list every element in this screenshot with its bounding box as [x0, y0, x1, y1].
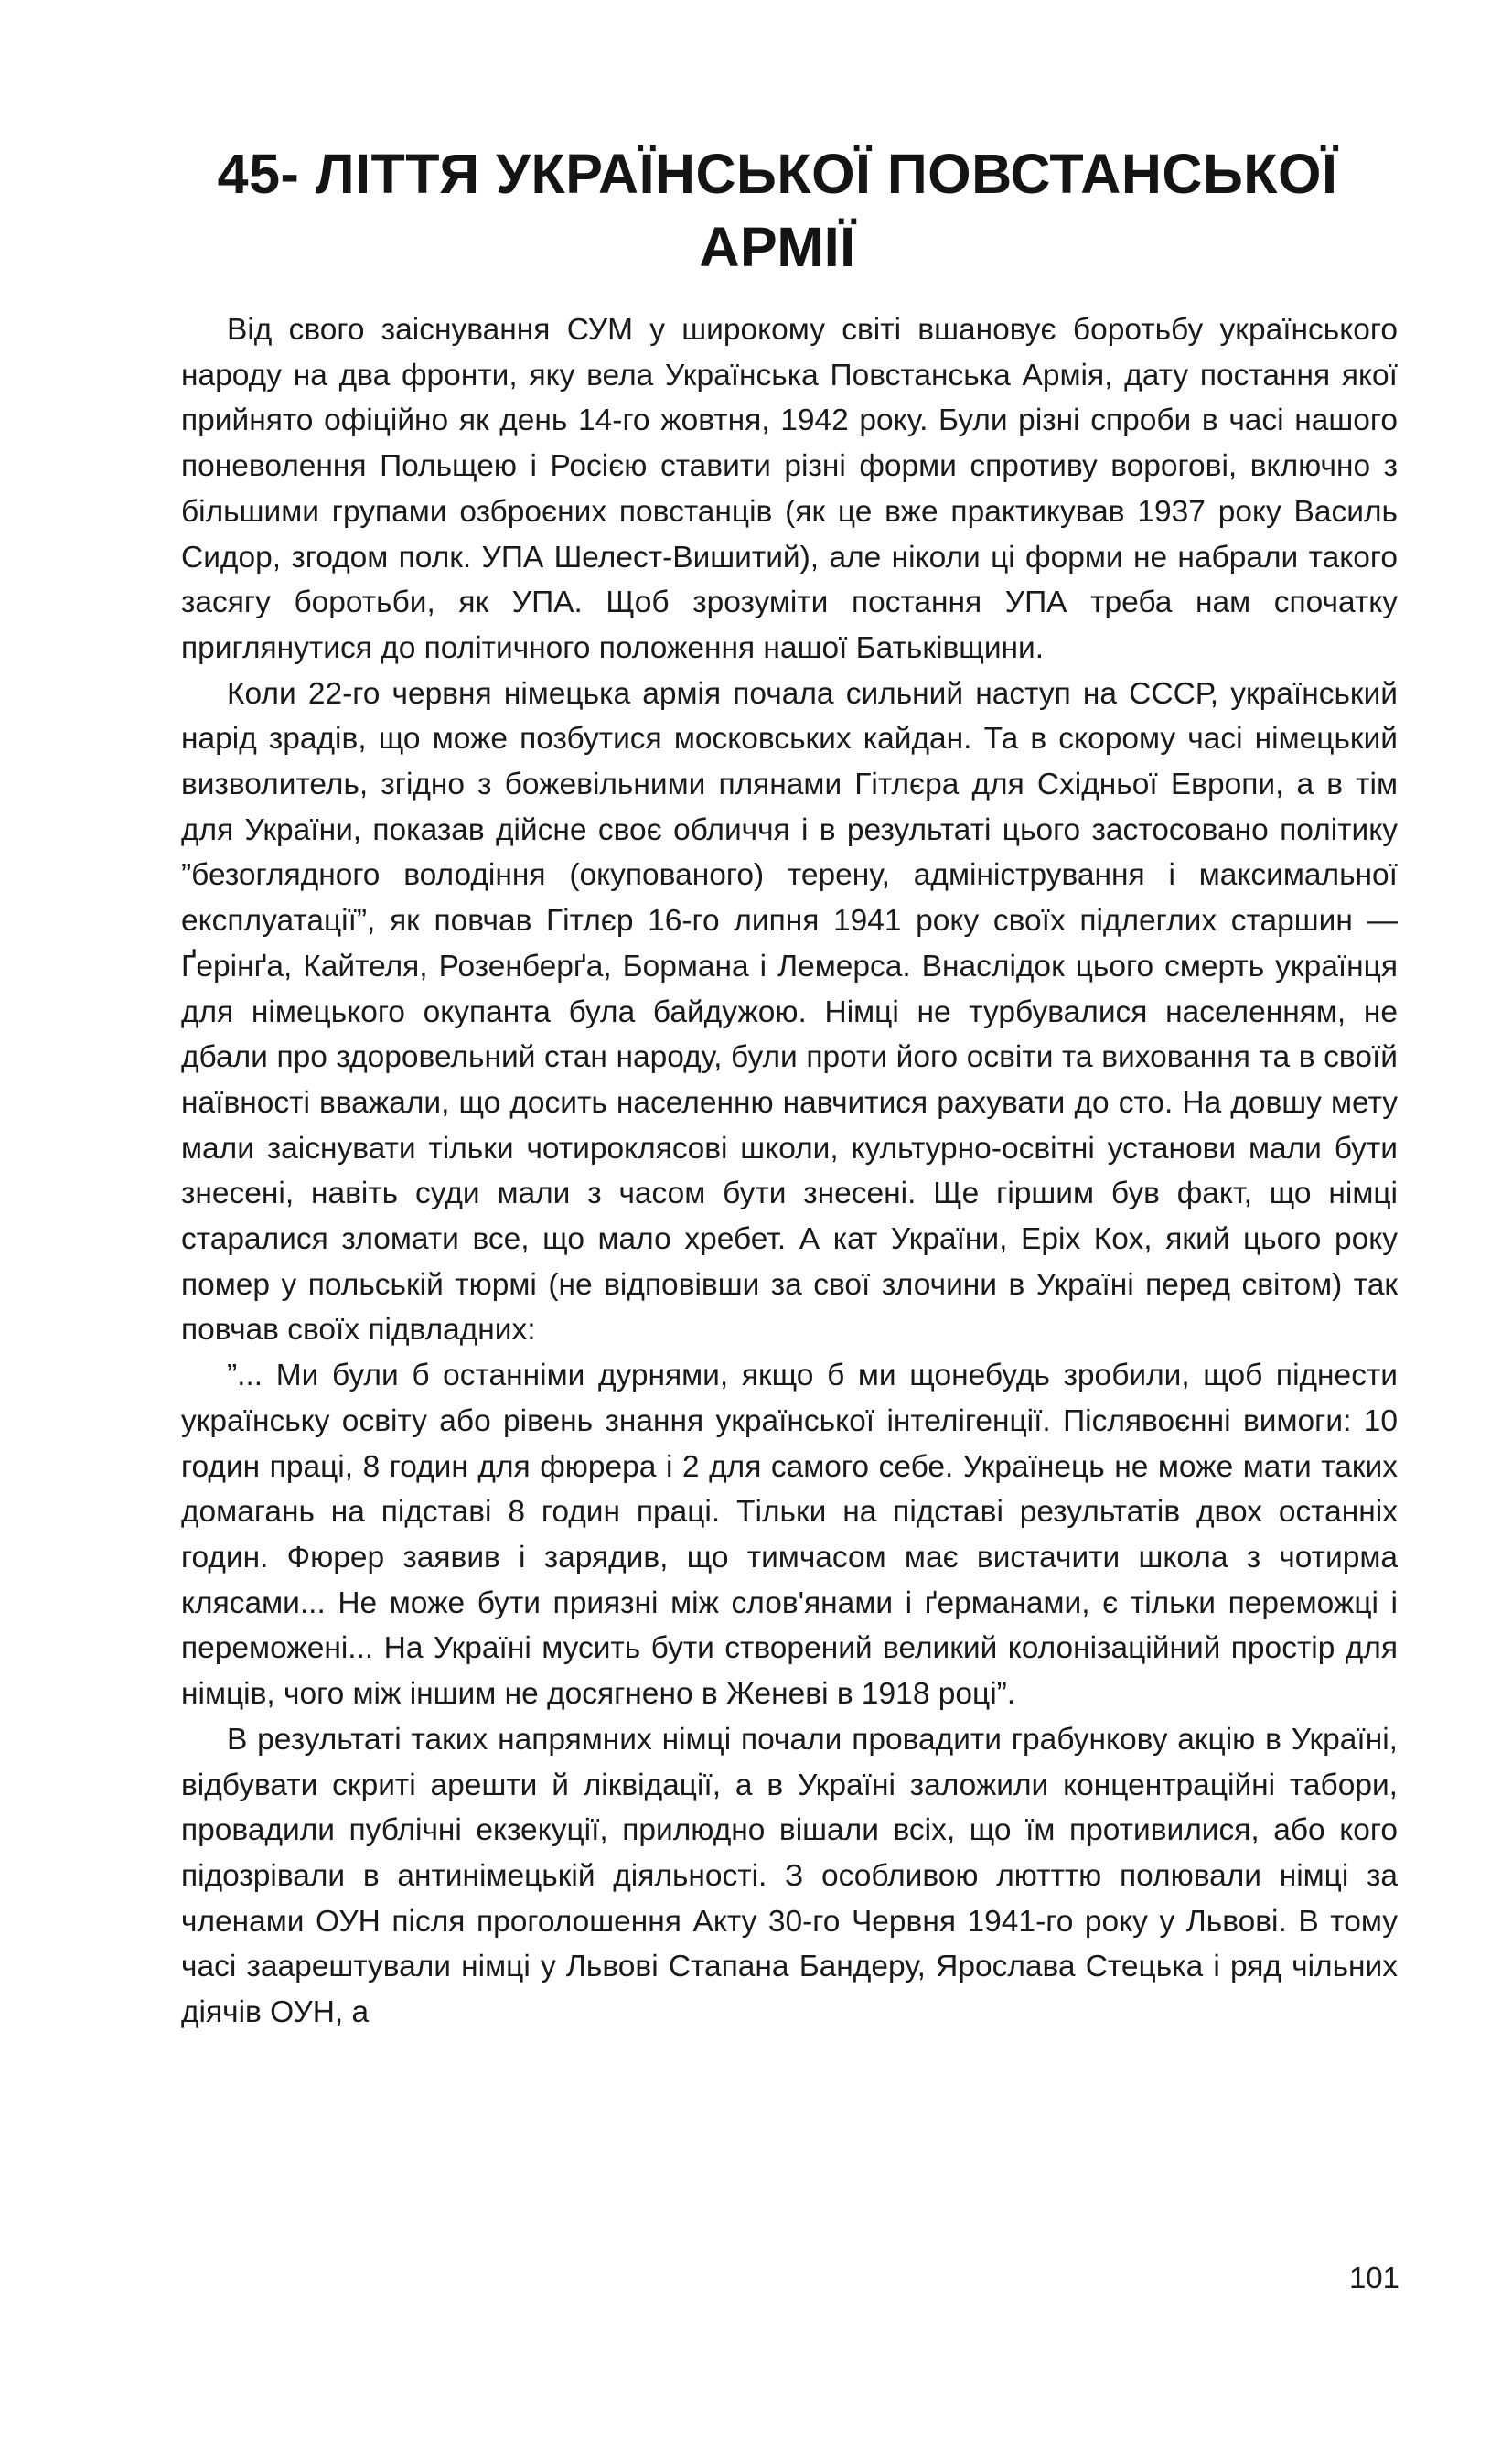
paragraph-1: Від свого заіснування СУМ у широкому світі вшановує боротьбу українського народу на два фронти, яку вела Українська Повстанська Армія, дату постання якої прийнято офіційно як день 14-го жовтня, 1942 року. Були різні спроби в часі нашого поневолення Польщею і Росією ставити різні форми спротиву ворогові, включно з більшими групами озброєних повстанців (як це вже практикував 1937 року Василь Сидор, згодом полк. УПА Шелест-Вишитий), але ніколи ці форми не набрали такого засягу боротьби, як УПА. Щоб зрозуміти постання УПА треба нам спочатку приглянутися до політичного положення нашої Батьківщини.: [181, 313, 1398, 665]
title-line-1: 45- ЛІТТЯ УКРАЇНСЬКОЇ ПОВСТАНСЬКОЇ: [217, 143, 1338, 205]
paragraph-3-quote: ”... Ми були б останніми дурнями, якщо б ми щонебудь зробили, щоб піднести українську освіту або рівень знання української інтелігенції. Післявоєнні вимоги: 10 годин праці, 8 годин для фюрера і 2 для самого себе. Українець не може мати таких домагань на підставі 8 годин праці. Тільки на підставі результатів двох останніх годин. Фюрер заявив і зарядив, що тимчасом має вистачити школа з чотирма клясами... Не може бути приязні між слов'янами і ґерманами, є тільки переможці і переможені... На Україні мусить бути створений великий колонізаційний простір для німців, чого між іншим не досягнено в Женеві в 1918 році”.: [181, 1359, 1398, 1712]
title-line-2: АРМІЇ: [699, 216, 856, 278]
paragraph-2: Коли 22-го червня німецька армія почала сильний наступ на СССР, український нарід зрадів, що може позбутися московських кайдан. Та в скорому часі німецький визволитель, згідно з божевільними плянами Гітлєра для Східньої Европи, а в тім для України, показав дійсне своє обличчя і в результаті цього застосовано політику ”безоглядного володіння (окупованого) терену, адміністрування і максимальної експлуатації”, як повчав Гітлєр 16-го липня 1941 року своїх підлеглих старшин — Ґерінґа, Кайтеля, Розенберґа, Бормана і Лемерса. Внаслідок цього смерть українця для німецького окупанта була байдужою. Німці не турбувалися населенням, не дбали про здоровельний стан народу, були проти його освіти та виховання та в своїй наївності вважали, що досить населенню навчитися рахувати до сто. На довшу мету мали заіснувати тільки чотирокляcові школи, культурно-освітні установи мали бути знесені, навіть суди мали з часом бути знесені. Ще гіршим був факт, що німці старалися зломати все, що мало хребет. А кат України, Еріх Кох, який цього року помер у польській тюрмі (не відповівши за свої злочини в Україні перед світом) так повчав своїх підвладних:: [181, 676, 1398, 1348]
page-title: [183, 137, 1372, 284]
article-body: [181, 307, 1398, 2036]
paragraph-4: В результаті таких напрямних німці почали провадити грабункову акцію в Україні, відбувати скриті арешти й ліквідації, а в Україні заложили концентраційні табори, провадили публічні екзекуції, прилюдно вішали всіх, що їм противилися, або кого підозрівали в антинімецькій діяльності. З особливою лютттю полювали німці за членами ОУН після проголошення Акту 30-го Червня 1941-го року у Львові. В тому часі заарештували німці у Львові Стапана Бандеру, Ярослава Стецька і ряд чільних діячів ОУН, а: [181, 1722, 1398, 2030]
page-number: 101: [1348, 2261, 1399, 2295]
